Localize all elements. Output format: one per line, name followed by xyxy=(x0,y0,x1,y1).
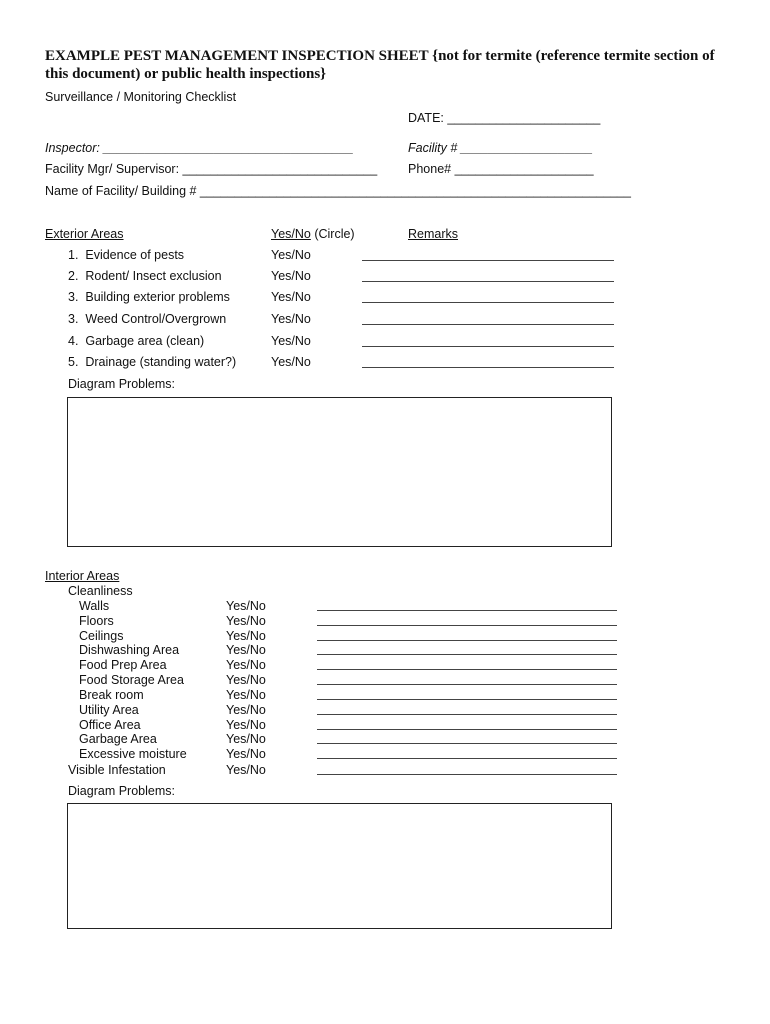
interior-heading: Interior Areas xyxy=(45,569,120,583)
phone-field[interactable]: Phone# ____________________ xyxy=(408,162,594,176)
interior-item-answer[interactable]: Yes/No xyxy=(226,732,266,746)
interior-item-label: Garbage Area xyxy=(79,732,157,746)
visible-infestation-answer[interactable]: Yes/No xyxy=(226,763,266,777)
exterior-item-label: 2. Rodent/ Insect exclusion xyxy=(68,269,222,283)
exterior-heading: Exterior Areas xyxy=(45,227,124,241)
remarks-line[interactable] xyxy=(362,324,614,325)
interior-item-answer[interactable]: Yes/No xyxy=(226,614,266,628)
remarks-line[interactable] xyxy=(317,669,617,670)
yesno-heading-underlined: Yes/No xyxy=(271,227,311,241)
remarks-line[interactable] xyxy=(317,714,617,715)
exterior-item-label: 5. Drainage (standing water?) xyxy=(68,355,237,369)
exterior-item-answer[interactable]: Yes/No xyxy=(271,312,311,326)
interior-item-answer[interactable]: Yes/No xyxy=(226,688,266,702)
cleanliness-label: Cleanliness xyxy=(68,584,133,598)
interior-item-label: Food Prep Area xyxy=(79,658,167,672)
remarks-line[interactable] xyxy=(362,260,614,261)
interior-item-answer[interactable]: Yes/No xyxy=(226,703,266,717)
interior-item-label: Food Storage Area xyxy=(79,673,184,687)
remarks-line[interactable] xyxy=(362,367,614,368)
remarks-line[interactable] xyxy=(362,346,614,347)
interior-item-label: Office Area xyxy=(79,718,141,732)
interior-item-answer[interactable]: Yes/No xyxy=(226,599,266,613)
interior-item-label: Break room xyxy=(79,688,144,702)
exterior-diagram-box[interactable] xyxy=(67,397,612,547)
interior-item-label: Utility Area xyxy=(79,703,139,717)
interior-item-label: Walls xyxy=(79,599,110,613)
remarks-line[interactable] xyxy=(317,654,617,655)
exterior-item-answer[interactable]: Yes/No xyxy=(271,290,311,304)
inspector-field[interactable]: Inspector: ____________________________________ xyxy=(45,141,354,155)
interior-item-label: Ceilings xyxy=(79,629,124,643)
exterior-diagram-label: Diagram Problems: xyxy=(68,377,175,391)
exterior-item-answer[interactable]: Yes/No xyxy=(271,334,311,348)
facility-manager-field[interactable]: Facility Mgr/ Supervisor: ____________________________ xyxy=(45,162,378,176)
exterior-item-answer[interactable]: Yes/No xyxy=(271,269,311,283)
remarks-line[interactable] xyxy=(317,625,617,626)
interior-diagram-label: Diagram Problems: xyxy=(68,784,175,798)
remarks-line[interactable] xyxy=(317,758,617,759)
interior-item-label: Excessive moisture xyxy=(79,747,187,761)
remarks-heading: Remarks xyxy=(408,227,459,241)
page-title: EXAMPLE PEST MANAGEMENT INSPECTION SHEET {not for termite (reference termite section of this document) or public health inspections} xyxy=(45,48,715,82)
remarks-line[interactable] xyxy=(317,640,617,641)
remarks-line[interactable] xyxy=(317,743,617,744)
yesno-heading xyxy=(271,227,355,242)
interior-item-answer[interactable]: Yes/No xyxy=(226,673,266,687)
exterior-item-label: 1. Evidence of pests xyxy=(68,248,185,262)
remarks-line[interactable] xyxy=(317,610,617,611)
exterior-item-answer[interactable]: Yes/No xyxy=(271,355,311,369)
interior-item-answer[interactable]: Yes/No xyxy=(226,643,266,657)
interior-diagram-box[interactable] xyxy=(67,803,612,929)
interior-item-answer[interactable]: Yes/No xyxy=(226,629,266,643)
remarks-line[interactable] xyxy=(317,684,617,685)
date-field[interactable]: DATE: ______________________ xyxy=(408,111,601,125)
facility-number-field[interactable]: Facility # ___________________ xyxy=(408,141,593,155)
remarks-line[interactable] xyxy=(317,729,617,730)
remarks-line[interactable] xyxy=(362,281,614,282)
exterior-item-label: 4. Garbage area (clean) xyxy=(68,334,205,348)
visible-infestation-label: Visible Infestation xyxy=(68,763,166,777)
interior-item-answer[interactable]: Yes/No xyxy=(226,658,266,672)
yesno-heading-circle: (Circle) xyxy=(310,227,355,241)
interior-item-answer[interactable]: Yes/No xyxy=(226,718,266,732)
facility-building-field[interactable]: Name of Facility/ Building # ______________________________________________________________ xyxy=(45,184,631,198)
exterior-item-answer[interactable]: Yes/No xyxy=(271,248,311,262)
interior-item-label: Floors xyxy=(79,614,114,628)
remarks-line[interactable] xyxy=(317,774,617,775)
interior-item-label: Dishwashing Area xyxy=(79,643,180,657)
remarks-line[interactable] xyxy=(362,302,614,303)
exterior-item-label: 3. Weed Control/Overgrown xyxy=(68,312,227,326)
interior-item-answer[interactable]: Yes/No xyxy=(226,747,266,761)
subtitle: Surveillance / Monitoring Checklist xyxy=(45,90,237,104)
remarks-line[interactable] xyxy=(317,699,617,700)
exterior-item-label: 3. Building exterior problems xyxy=(68,290,230,304)
